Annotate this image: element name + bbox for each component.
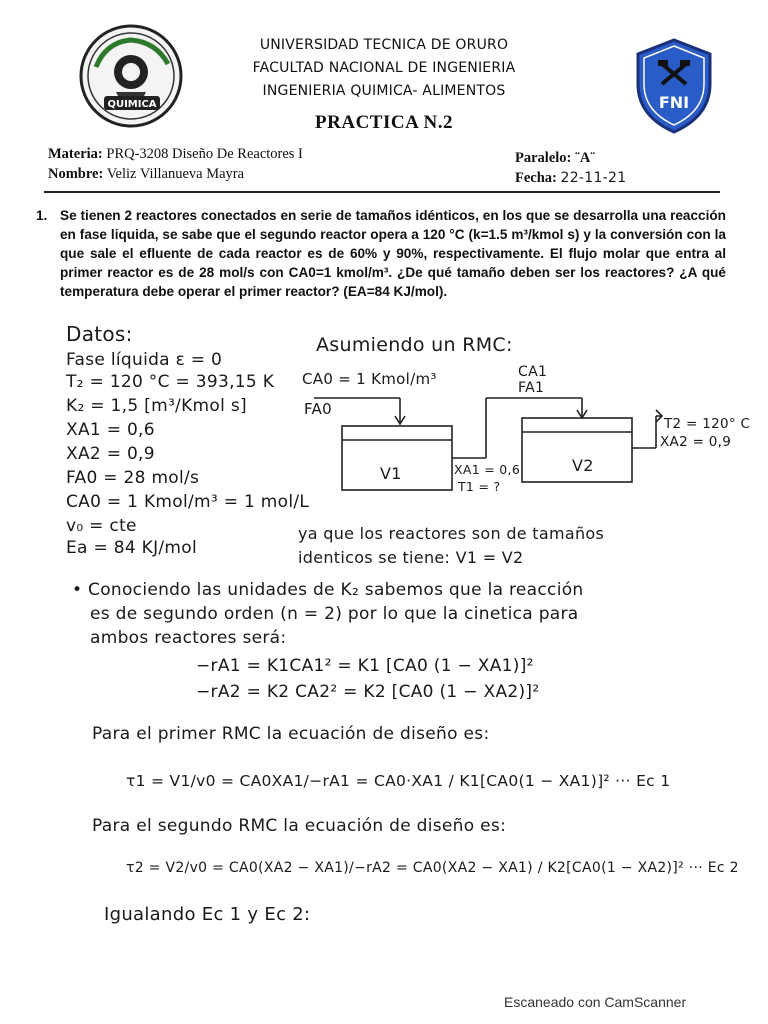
datos-line: FA0 = 28 mol/s: [66, 468, 200, 488]
intermediate-concentration: CA1: [518, 364, 548, 380]
university-name: UNIVERSIDAD TECNICA DE ORURO: [259, 37, 509, 53]
materia-row: [48, 146, 303, 163]
kinetics-note-1: • Conociendo las unidades de K₂ sabemos que la reacción: [72, 580, 584, 600]
same-size-note-1: ya que los reactores son de tamaños: [298, 524, 605, 543]
svg-text:QUIMICA: QUIMICA: [107, 99, 157, 110]
design-equation-heading-1: Para el primer RMC la ecuación de diseño es:: [92, 724, 490, 744]
datos-heading: Datos:: [66, 322, 133, 346]
paralelo-value: ¨A¨: [575, 150, 596, 166]
materia-label: Materia:: [48, 146, 103, 162]
datos-line: Ea = 84 KJ/mol: [66, 538, 198, 558]
problem-number: 1.: [36, 208, 48, 223]
kinetics-note-3: ambos reactores será:: [90, 628, 287, 648]
reactor-1-temperature: T1 = ?: [458, 479, 501, 494]
paralelo-label: Paralelo:: [515, 150, 572, 166]
reactor-2-temperature: T2 = 120° C: [664, 416, 751, 432]
materia-value: PRQ-3208 Diseño De Reactores I: [106, 146, 303, 162]
scanner-watermark: Escaneado con CamScanner: [504, 994, 687, 1010]
rate-equation-2: −rA2 = K2 CA2² = K2 [CA0 (1 − XA2)]²: [196, 682, 540, 702]
page-title: PRACTICA N.2: [315, 112, 453, 133]
intermediate-flow: FA1: [518, 380, 545, 396]
datos-line: K₂ = 1,5 [m³/Kmol s]: [66, 396, 247, 416]
faculty-name: FACULTAD NACIONAL DE INGENIERIA: [252, 60, 516, 76]
datos-line: T₂ = 120 °C = 393,15 K: [66, 372, 275, 392]
nombre-row: [48, 166, 244, 183]
design-equation-1: τ1 = V1/v0 = CA0XA1/−rA1 = CA0·XA1 / K1[CA0(1 − XA1)]² ··· Ec 1: [126, 772, 671, 790]
fecha-row: [515, 170, 626, 187]
datos-line: XA1 = 0,6: [66, 420, 155, 440]
program-name: INGENIERIA QUIMICA- ALIMENTOS: [262, 83, 506, 99]
datos-line: XA2 = 0,9: [66, 444, 155, 464]
rate-equation-1: −rA1 = K1CA1² = K1 [CA0 (1 − XA1)]²: [196, 656, 534, 676]
problem-statement: Se tienen 2 reactores conectados en serie de tamaños idénticos, en los que se desarrolla una reacción en fase liquida, se sabe que el segundo reactor opera a 120 °C (k=1.5 m³/kmol s) y la conversión con la que sale el efluente de cada reactor es de 60% y 90%, respectivamente. El flujo molar que entra al primer reactor es de 28 mol/s con CA0=1 kmol/m³. ¿De qué tamaño deben ser los reactores? ¿A qué temperatura debe operar el primer reactor? (EA=84 KJ/mol).: [60, 208, 726, 299]
kinetics-note-2: es de segundo orden (n = 2) por lo que la cinetica para: [90, 604, 579, 624]
datos-list: [66, 350, 309, 560]
reactor-1-label: V1: [380, 464, 402, 483]
svg-text:FNI: FNI: [658, 93, 690, 112]
design-equation-heading-2: Para el segundo RMC la ecuación de diseño es:: [92, 816, 507, 836]
datos-line: Fase líquida ε = 0: [66, 350, 223, 370]
nombre-value: Veliz Villanueva Mayra: [106, 166, 245, 182]
reactor-2-conversion: XA2 = 0,9: [660, 434, 732, 450]
paralelo-row: [515, 150, 595, 167]
same-size-note-2: identicos se tiene: V1 = V2: [298, 548, 524, 567]
fecha-label: Fecha:: [515, 170, 557, 186]
fecha-value: 22-11-21: [560, 170, 627, 186]
design-equation-2: τ2 = V2/v0 = CA0(XA2 − XA1)/−rA2 = CA0(XA2 − XA1) / K2[CA0(1 − XA2)]² ··· Ec 2: [126, 860, 739, 876]
equating-note: Igualando Ec 1 y Ec 2:: [104, 904, 311, 925]
reactor-1-conversion: XA1 = 0,6: [454, 462, 521, 477]
reactor-2-label: V2: [572, 456, 594, 475]
datos-line: v₀ = cte: [66, 516, 137, 536]
datos-line: CA0 = 1 Kmol/m³ = 1 mol/L: [66, 492, 310, 512]
header-divider: [44, 191, 720, 193]
nombre-label: Nombre:: [48, 166, 104, 182]
inlet-flow: FA0: [304, 400, 332, 418]
diagram-heading: Asumiendo un RMC:: [316, 334, 513, 356]
inlet-concentration: CA0 = 1 Kmol/m³: [302, 370, 437, 388]
